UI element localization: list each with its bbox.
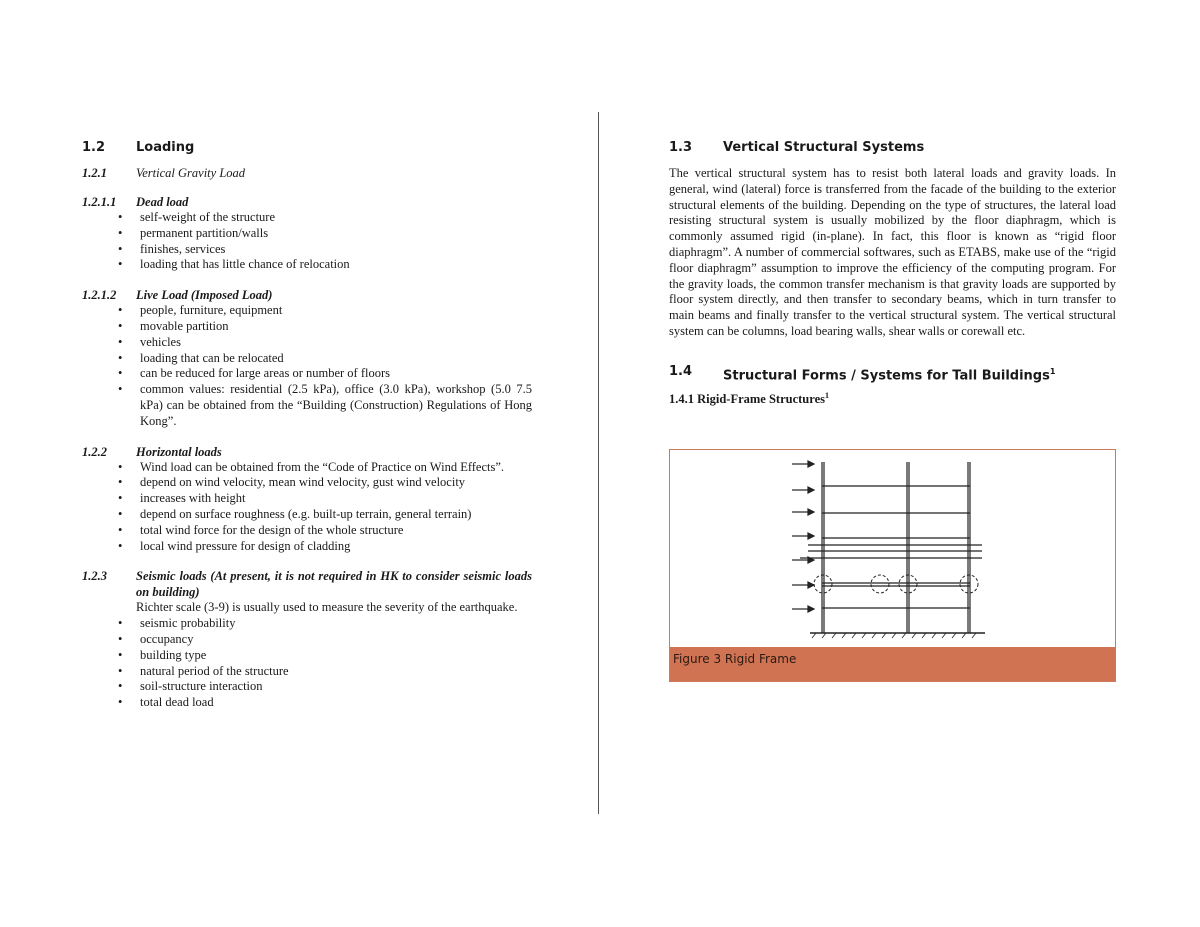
subsection-title: Dead load [136, 195, 189, 209]
list-item: • people, furniture, equipment [82, 303, 532, 319]
list-item: • loading that can be relocated [82, 351, 532, 367]
list-item: • building type [82, 648, 532, 664]
footnote-marker: 1 [825, 390, 829, 400]
list-item: • seismic probability [82, 616, 532, 632]
list-item: • common values: residential (2.5 kPa), office (3.0 kPa), workshop (5.0 7.5 kPa) can be obtained from the “Building (Construction) Regulations of Hong Kong”. [82, 382, 532, 429]
list-item: • depend on surface roughness (e.g. built-up terrain, general terrain) [82, 507, 532, 523]
right-column [669, 138, 1116, 407]
column-divider [598, 112, 599, 814]
list-item: • total wind force for the design of the whole structure [82, 523, 532, 539]
subsection-heading [82, 444, 532, 460]
section-number: 1.2 [82, 140, 106, 155]
section-heading [669, 362, 1116, 382]
footnote-marker: 1 [1049, 366, 1056, 376]
subsection-number: 1.2.3 [82, 569, 107, 584]
list-item: • increases with height [82, 491, 532, 507]
list-item: • natural period of the structure [82, 664, 532, 680]
subsection-title: 1.4.1 Rigid-Frame Structures [669, 391, 825, 406]
section-body: The vertical structural system has to resist both lateral loads and gravity loads. In general, wind (lateral) force is transferred from the facade of the building to the exterior structural elements of the building. Depending on the type of structures, the lateral load resisting structural system is usually mobilized by the floor diaphragm, which is commonly assumed rigid (in-plane). In fact, this floor is known as “rigid floor diaphragm”. A number of commercial softwares, such as ETABS, make use of the “rigid floor diaphragm” assumption to improve the efficiency of the computing program. For the gravity loads, the common transfer mechanism is that gravity loads are supported by floor system directly, and then transfer to secondary beams, which in turn transfer to main beams and finally transfer to the vertical structural system. The vertical structural system can be columns, load bearing walls, shear walls or corewall etc. [669, 166, 1116, 338]
subsection-heading [82, 568, 532, 600]
list-item: • self-weight of the structure [82, 210, 532, 226]
figure-caption-bar [670, 647, 1115, 681]
list-item: • permanent partition/walls [82, 226, 532, 242]
list-item: • occupancy [82, 632, 532, 648]
horizontal-load-list [82, 460, 532, 555]
list-item: • total dead load [82, 695, 532, 711]
subsection-heading [82, 194, 532, 210]
list-item: • vehicles [82, 335, 532, 351]
subsection-heading [669, 388, 1116, 407]
left-column [82, 138, 532, 711]
dead-load-list [82, 210, 532, 273]
section-heading [82, 138, 532, 158]
section-title: Vertical Structural Systems [723, 140, 925, 155]
subsection-number: 1.2.1.2 [82, 288, 117, 303]
rigid-frame-diagram [670, 450, 1115, 650]
section-number: 1.4 [669, 363, 693, 379]
list-item: • Wind load can be obtained from the “Code of Practice on Wind Effects”. [82, 460, 532, 476]
subsection-heading [82, 165, 532, 181]
list-item: • soil-structure interaction [82, 679, 532, 695]
section-title: Loading [136, 140, 195, 155]
list-item: • depend on wind velocity, mean wind velocity, gust wind velocity [82, 475, 532, 491]
section-title: Structural Forms / Systems for Tall Buildings$^1$ [723, 366, 1056, 384]
seismic-list [82, 616, 532, 711]
section-heading [669, 138, 1116, 158]
list-item: • movable partition [82, 319, 532, 335]
list-item: • finishes, services [82, 242, 532, 258]
live-load-list [82, 303, 532, 429]
list-item: • can be reduced for large areas or number of floors [82, 366, 532, 382]
seismic-intro: Richter scale (3-9) is usually used to measure the severity of the earthquake. [136, 600, 518, 615]
subsection-number: 1.2.1.1 [82, 195, 117, 209]
subsection-title: Horizontal loads [136, 444, 222, 459]
subsection-title: Vertical Gravity Load [136, 166, 246, 180]
section-number: 1.3 [669, 140, 693, 155]
subsection-title: Live Load (Imposed Load) [136, 288, 273, 303]
list-item: • local wind pressure for design of cladding [82, 539, 532, 555]
subsection-heading [82, 287, 532, 303]
subsection-number: 1.2.1 [82, 166, 107, 180]
rigid-frame-figure [669, 449, 1116, 682]
subsection-number: 1.2.2 [82, 444, 107, 459]
list-item: • loading that has little chance of relocation [82, 257, 532, 273]
figure-caption: Figure 3 Rigid Frame [673, 652, 797, 666]
subsection-title: Seismic loads (At present, it is not required in HK to consider seismic loads on building) [136, 569, 532, 600]
